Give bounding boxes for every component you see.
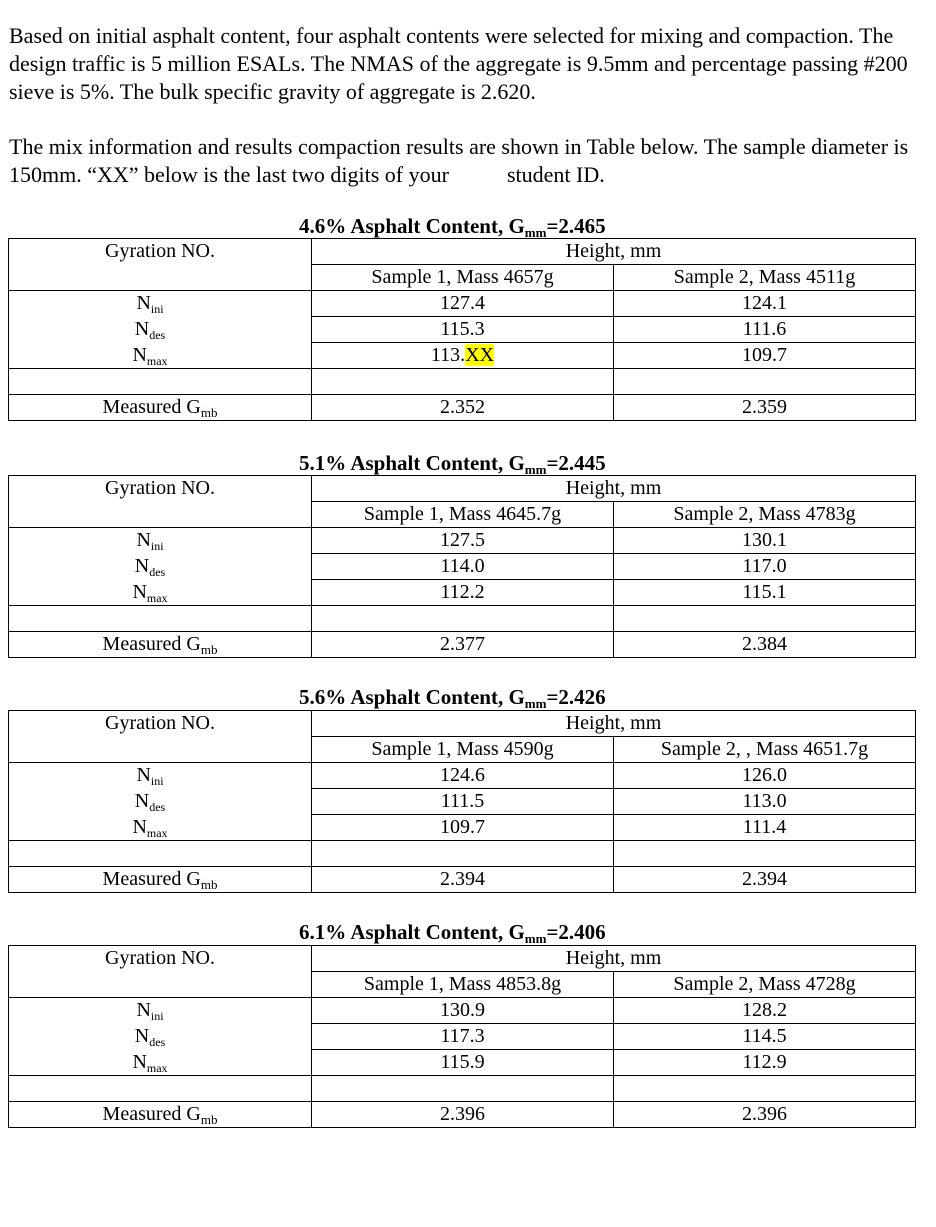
n-ini-label: $N_{ini}$ (9, 998, 312, 1024)
cell-value: 115.9 (312, 1050, 614, 1076)
height-header: Height, mm (312, 711, 916, 737)
cell-value: 2.352 (312, 395, 614, 421)
n-max-label: $N_{max}$ (9, 580, 312, 606)
cell-value: 2.396 (614, 1102, 916, 1128)
cell-value: 2.384 (614, 632, 916, 658)
cell-value: 117.0 (614, 554, 916, 580)
cell-value: 112.2 (312, 580, 614, 606)
height-header: Height, mm (312, 239, 916, 265)
n-des-label: $N_{des}$ (9, 1024, 312, 1050)
intro-paragraph-1: Based on initial asphalt content, four asphalt contents were selected for mixing and compaction. The design traffic is 5 million ESALs. The NMAS of the aggregate is 9.5mm and percentage passing #200 sieve is 5%. The bulk specific gravity of aggregate is 2.620. (9, 23, 908, 104)
cell-value: 109.7 (614, 343, 916, 369)
gyration-no-header: Gyration NO. (9, 239, 312, 265)
block-3-table (8, 710, 916, 893)
measured-gmb-label: Measured $G_{mb}$ (9, 395, 312, 421)
cell-value: 113.XX (312, 343, 614, 369)
block-2-title: 5.1% Asphalt Content, $G_{mm}=2.445$ (299, 451, 606, 477)
cell-value: 111.6 (614, 317, 916, 343)
cell-value: 2.396 (312, 1102, 614, 1128)
sample-2-header: Sample 2, Mass 4511g (614, 265, 916, 291)
block-4-title: 6.1% Asphalt Content, $G_{mm}=2.406$ (299, 920, 606, 946)
cell-value: 114.0 (312, 554, 614, 580)
n-max-label: $N_{max}$ (9, 815, 312, 841)
gyration-no-header: Gyration NO. (9, 946, 312, 972)
xx-placeholder-highlight: XX (465, 344, 495, 366)
n-des-label: $N_{des}$ (9, 789, 312, 815)
cell-value: 109.7 (312, 815, 614, 841)
cell-value: 115.3 (312, 317, 614, 343)
cell-value: 130.1 (614, 528, 916, 554)
height-header: Height, mm (312, 946, 916, 972)
sample-1-header: Sample 1, Mass 4657g (312, 265, 614, 291)
gyration-no-header: Gyration NO. (9, 476, 312, 502)
cell-value: 126.0 (614, 763, 916, 789)
sample-2-header: Sample 2, , Mass 4651.7g (614, 737, 916, 763)
n-des-label: $N_{des}$ (9, 554, 312, 580)
intro-paragraph-2 (9, 133, 919, 189)
cell-value: 111.4 (614, 815, 916, 841)
block-3-title: 5.6% Asphalt Content, $G_{mm}=2.426$ (299, 685, 606, 711)
measured-gmb-label: Measured $G_{mb}$ (9, 867, 312, 893)
cell-value: 114.5 (614, 1024, 916, 1050)
cell-value: 127.4 (312, 291, 614, 317)
n-des-label: $N_{des}$ (9, 317, 312, 343)
sample-2-header: Sample 2, Mass 4783g (614, 502, 916, 528)
sample-2-header: Sample 2, Mass 4728g (614, 972, 916, 998)
cell-value: 115.1 (614, 580, 916, 606)
cell-value: 111.5 (312, 789, 614, 815)
block-2-table (8, 475, 916, 658)
block-1-title: 4.6% Asphalt Content, $G_{mm}=2.465$ (299, 214, 606, 240)
measured-gmb-label: Measured $G_{mb}$ (9, 1102, 312, 1128)
cell-value: 2.394 (312, 867, 614, 893)
n-ini-label: $N_{ini}$ (9, 763, 312, 789)
cell-value: 128.2 (614, 998, 916, 1024)
n-max-label: $N_{max}$ (9, 1050, 312, 1076)
cell-value: 112.9 (614, 1050, 916, 1076)
cell-value: 127.5 (312, 528, 614, 554)
sample-1-header: Sample 1, Mass 4645.7g (312, 502, 614, 528)
cell-value: 117.3 (312, 1024, 614, 1050)
gyration-no-header: Gyration NO. (9, 711, 312, 737)
intro-paragraph-2-end: student ID. (506, 162, 605, 187)
cell-value: 130.9 (312, 998, 614, 1024)
cell-value: 113.0 (614, 789, 916, 815)
block-4-table (8, 945, 916, 1128)
sample-1-header: Sample 1, Mass 4590g (312, 737, 614, 763)
cell-value: 124.6 (312, 763, 614, 789)
height-header: Height, mm (312, 476, 916, 502)
cell-value: 2.359 (614, 395, 916, 421)
n-max-label: $N_{max}$ (9, 343, 312, 369)
cell-value: 2.377 (312, 632, 614, 658)
sample-1-header: Sample 1, Mass 4853.8g (312, 972, 614, 998)
n-ini-label: $N_{ini}$ (9, 291, 312, 317)
cell-value: 2.394 (614, 867, 916, 893)
measured-gmb-label: Measured $G_{mb}$ (9, 632, 312, 658)
block-1-table (8, 238, 916, 421)
intro-paragraph-2-text: The mix information and results compaction results are shown in Table below. The sample diameter is 150mm. “XX” below is the last two digits of your (9, 134, 909, 187)
cell-value: 124.1 (614, 291, 916, 317)
n-ini-label: $N_{ini}$ (9, 528, 312, 554)
